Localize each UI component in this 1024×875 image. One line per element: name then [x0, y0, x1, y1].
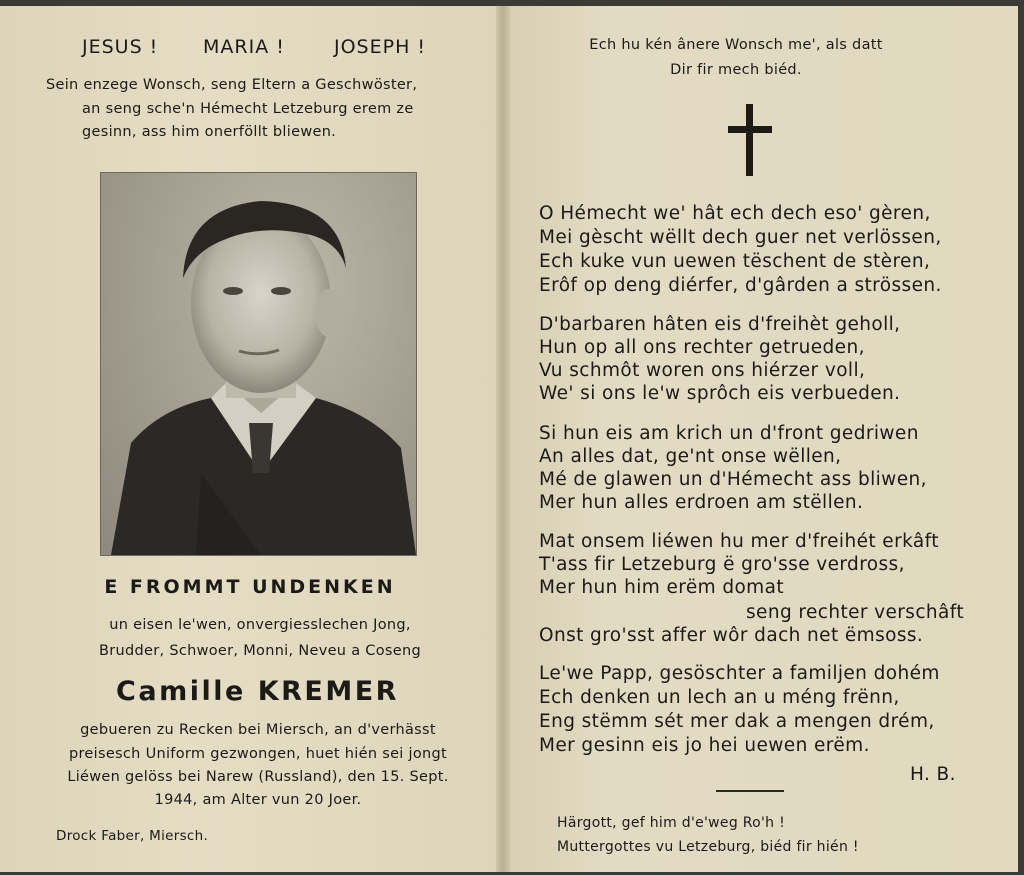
- prayer-line-1: Härgott, gef him d'e'weg Ro'h !: [557, 815, 786, 831]
- printer-credit: Drock Faber, Miersch.: [56, 828, 209, 844]
- prayer-line-2: Muttergottes vu Letzeburg, biéd fir hién !: [557, 839, 859, 855]
- poem-line: Mé de glawen un d'Hémecht ass bliwen,: [539, 469, 927, 490]
- card-fold: [496, 6, 510, 872]
- dedication-line-1: un eisen le'wen, onvergiesslechen Jong,: [109, 617, 411, 633]
- poem-line: Mei gèscht wëllt dech guer net verlössen,: [539, 227, 942, 248]
- intro-line-2: Dir fir mech biéd.: [670, 62, 802, 78]
- poem-line: Ech kuke vun uewen tëschent de stèren,: [539, 251, 931, 272]
- poem-line: Hun op all ons rechter getrueden,: [539, 337, 865, 358]
- invocation-joseph: JOSEPH !: [334, 36, 427, 58]
- poem-line: O Hémecht we' hât ech dech eso' gèren,: [539, 203, 931, 224]
- poem-line: An alles dat, ge'nt onse wëllen,: [539, 446, 842, 467]
- dedication-line-2: Brudder, Schwoer, Monni, Neveu a Coseng: [99, 643, 421, 659]
- bio-line-1: gebueren zu Recken bei Miersch, an d'verhässt: [80, 722, 436, 738]
- wish-line-3: gesinn, ass him onerföllt bliewen.: [82, 124, 337, 140]
- poem-line: Vu schmôt woren ons hiérzer voll,: [539, 360, 866, 381]
- portrait-photo: [100, 172, 417, 556]
- poem-line: We' si ons le'w sprôch eis verbueden.: [539, 383, 901, 404]
- bio-line-2: preisesch Uniform gezwongen, huet hién sei jongt: [68, 746, 448, 762]
- wish-line-1: Sein enzege Wonsch, seng Eltern a Geschwöster,: [46, 77, 418, 93]
- poem-line: Mer hun alles erdroen am stëllen.: [539, 492, 864, 513]
- deceased-name: Camille KREMER: [116, 676, 399, 707]
- poem-line: Le'we Papp, gesöschter a familjen dohém: [539, 663, 940, 684]
- divider-rule: [716, 790, 784, 792]
- poem-line: Eng stëmm sét mer dak a mengen drém,: [539, 711, 935, 732]
- poem-line: Erôf op deng diérfer, d'gârden a strössen.: [539, 275, 942, 296]
- poem-line: D'barbaren hâten eis d'freihèt geholl,: [539, 314, 901, 335]
- poem-line: Onst gro'sst affer wôr dach net ëmsoss.: [539, 625, 924, 646]
- intro-line-1: Ech hu kén ânere Wonsch me', als datt: [589, 37, 883, 53]
- invocation-maria: MARIA !: [203, 36, 285, 58]
- poem-signature: H. B.: [910, 764, 956, 785]
- poem-line: Mer hun him erëm domat: [539, 577, 784, 598]
- poem-line: T'ass fir Letzeburg ë gro'sse verdross,: [539, 554, 905, 575]
- bio-line-4: 1944, am Alter vun 20 Joer.: [154, 792, 362, 808]
- wish-line-2: an seng sche'n Hémecht Letzeburg erem ze: [82, 101, 414, 117]
- portrait-image: [101, 173, 416, 555]
- poem-line: Ech denken un lech an u méng frënn,: [539, 687, 900, 708]
- poem-line: seng rechter verschâft: [746, 602, 965, 623]
- bio-line-3: Liéwen gelöss bei Narew (Russland), den 15. Sept.: [67, 769, 449, 785]
- cross-icon: [728, 104, 772, 176]
- poem-line: Si hun eis am krich un d'front gedriwen: [539, 423, 919, 444]
- invocation-jesus: JESUS !: [82, 36, 159, 58]
- poem-line: Mat onsem liéwen hu mer d'freihét erkâft: [539, 531, 939, 552]
- memorial-title: E FROMMT UNDENKEN: [104, 576, 396, 598]
- poem-line: Mer gesinn eis jo hei uewen erëm.: [539, 735, 870, 756]
